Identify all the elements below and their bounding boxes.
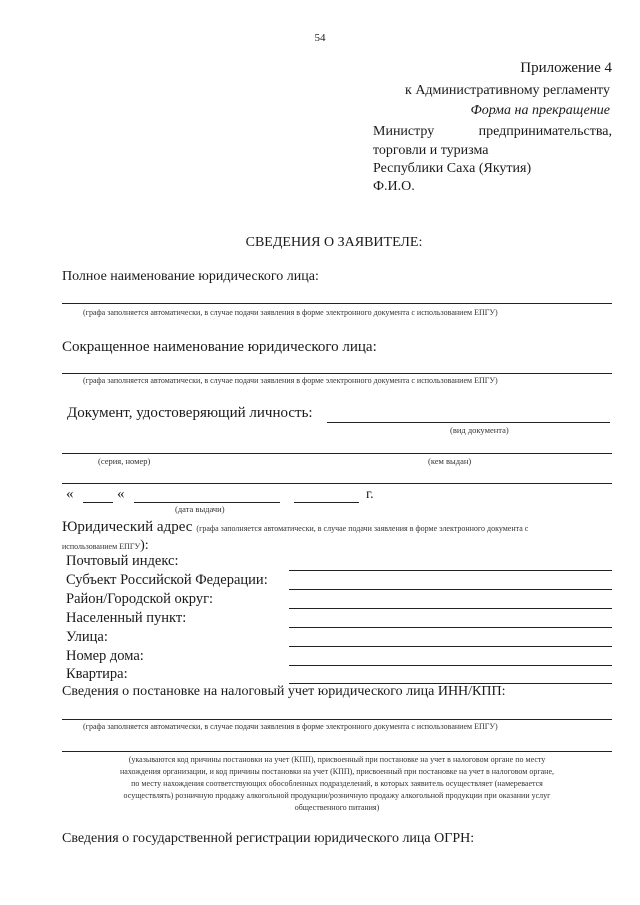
legal-address-label: Юридический адрес [62,519,193,535]
tax-label: Сведения о постановке на налоговый учет юридического лица ИНН/КПП: [62,684,506,699]
district-line[interactable] [289,608,612,609]
doc-type-line[interactable] [327,422,610,423]
region-line[interactable] [289,589,612,590]
addressee-minister: Министру [373,124,435,139]
field-locality: Населенный пункт: [66,610,187,626]
date-quote-open: « [66,486,74,502]
series-hint: (серия, номер) [98,456,151,466]
ogrn-label: Сведения о государственной регистрации юридического лица ОГРН: [62,831,475,846]
postal-code-line[interactable] [289,570,612,571]
kpp-note-line: (указываются код причины постановки на учет (КПП), присвоенный при постановке на учет в налоговом органе по месту [128,755,546,764]
full-name-label: Полное наименование юридического лица: [62,269,319,284]
appendix-label: Приложение 4 [520,60,612,76]
date-year-suffix: г. [366,487,374,502]
field-region: Субъект Российской Федерации: [66,572,268,588]
kpp-line[interactable] [62,751,612,752]
page-number: 54 [314,32,326,44]
date-quote-close: « [117,486,125,502]
appendix-regulation: к Административному регламенту [405,83,610,98]
legal-address-hint-cont [62,536,149,554]
locality-line[interactable] [289,627,612,628]
field-postal-code: Почтовый индекс: [66,553,179,569]
tax-line[interactable] [62,719,612,720]
legal-address-heading [62,518,528,536]
field-district: Район/Городской округ: [66,591,214,607]
short-name-hint: (графа заполняется автоматически, в случае подачи заявления в форме электронного документа с использованием ЕПГУ) [83,376,498,385]
kpp-note-line: нахождения организации, и код причины постановки на учет (КПП), присвоенный при постановке на учет в налоговом органе, [119,767,554,776]
date-year-line[interactable] [294,502,359,503]
series-issuer-line[interactable] [62,453,612,454]
kpp-note [62,754,612,814]
short-name-line[interactable] [62,373,612,374]
street-line[interactable] [289,646,612,647]
field-street: Улица: [66,629,108,645]
field-house: Номер дома: [66,648,144,664]
field-apartment: Квартира: [66,666,128,682]
addressee-ministry-cont: торговли и туризма [373,143,489,158]
page-title: СВЕДЕНИЯ О ЗАЯВИТЕЛЕ: [245,235,423,250]
kpp-note-line: по месту нахождения соответствующих обособленных подразделений, в которых заявитель осуществляет (намеревается [131,779,543,788]
house-line[interactable] [289,665,612,666]
date-day-line[interactable] [83,502,113,503]
full-name-line[interactable] [62,303,612,304]
issued-by-hint: (кем выдан) [428,456,472,466]
legal-address-hint: (графа заполняется автоматически, в случае подачи заявления в форме электронного документа с [196,524,529,533]
appendix-form-type: Форма на прекращение [470,103,610,118]
date-hint: (дата выдачи) [175,504,225,514]
identity-doc-label: Документ, удостоверяющий личность: [67,405,313,421]
addressee-fio: Ф.И.О. [373,179,415,194]
addressee-ministry: предпринимательства, [478,124,612,139]
full-name-hint: (графа заполняется автоматически, в случае подачи заявления в форме электронного документа с использованием ЕПГУ) [83,308,498,317]
kpp-note-line: осуществлять) розничную продажу алкогольной продукции/розничную продажу алкогольной продукции при оказании услуг [123,791,551,800]
legal-address-hint-2: использованием ЕПГУ [62,542,141,551]
date-month-line[interactable] [134,502,280,503]
extra-line[interactable] [62,483,612,484]
short-name-label: Сокращенное наименование юридического лица: [62,339,377,355]
tax-hint: (графа заполняется автоматически, в случае подачи заявления в форме электронного документа с использованием ЕПГУ) [83,722,498,731]
kpp-note-line: общественного питания) [294,803,380,812]
legal-address-hint-tail: ): [140,538,149,553]
addressee-republic: Республики Саха (Якутия) [373,161,532,176]
doc-type-hint: (вид документа) [450,425,509,435]
